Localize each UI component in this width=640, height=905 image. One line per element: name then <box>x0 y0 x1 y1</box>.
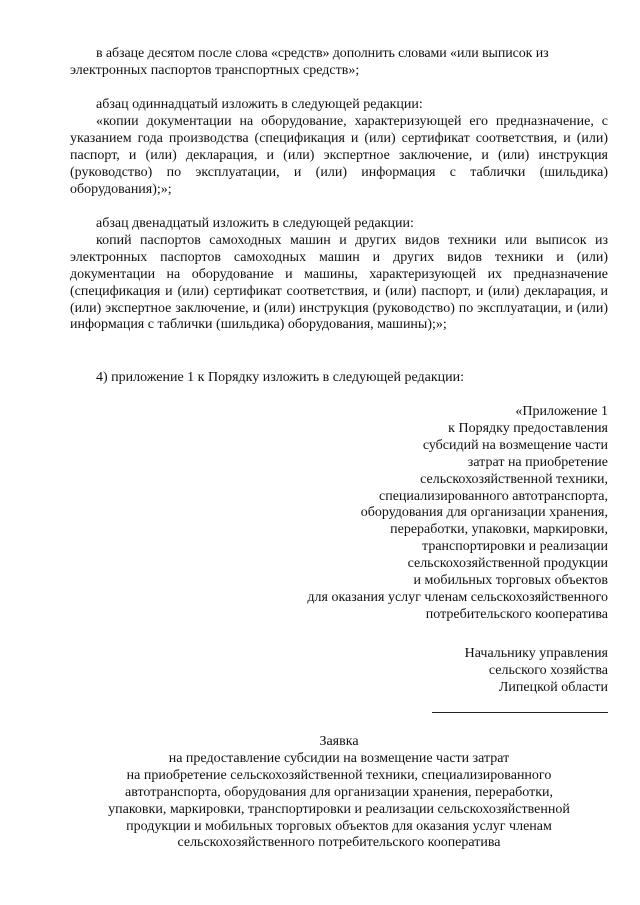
title-line: упаковки, маркировки, транспортировки и реализации сельскохозяйственной <box>108 801 570 817</box>
appendix-line: субсидий на возмещение части <box>422 437 608 453</box>
paragraph-appendix-1 <box>70 370 608 387</box>
appendix-line: специализированного автотранспорта, <box>378 488 608 504</box>
title-line: на приобретение сельскохозяйственной техники, специализированного <box>126 767 552 783</box>
signature-line <box>432 712 608 713</box>
addressee-line: Начальнику управления <box>464 646 608 661</box>
appendix-line: сельскохозяйственной продукции <box>407 556 608 572</box>
appendix-line: для оказания услуг членам сельскохозяйственного <box>307 589 608 605</box>
title-heading: Заявка <box>319 734 359 749</box>
para2-intro: абзац одиннадцатый изложить в следующей редакции: <box>96 97 423 112</box>
title-line: на предоставление субсидии на возмещение части затрат <box>168 750 510 766</box>
title-line: автотранспорта, оборудования для организации хранения, переработки, <box>124 784 554 800</box>
appendix-line: и мобильных торговых объектов <box>413 573 608 589</box>
paragraph-amend-10 <box>70 46 608 80</box>
appendix-line: потребительского кооператива <box>425 606 608 622</box>
appendix-line: переработки, упаковки, маркировки, <box>390 522 608 538</box>
appendix-header <box>307 404 608 624</box>
title-line: продукции и мобильных торговых объектов для оказания услуг членам <box>126 818 552 834</box>
paragraph-amend-12 <box>70 216 608 334</box>
title-line: сельскохозяйственного потребительского кооператива <box>177 835 501 851</box>
addressee-block <box>465 646 608 697</box>
addressee-line: сельского хозяйства <box>488 662 608 678</box>
paragraph-amend-11 <box>70 97 608 198</box>
appendix-line: транспортировки и реализации <box>422 539 608 555</box>
appendix-line: оборудования для организации хранения, <box>360 505 608 521</box>
appendix-line: сельскохозяйственной техники, <box>420 471 608 487</box>
para3-text: копий паспортов самоходных машин и других видов техники или выписок из электронных паспортов самоходных машин и других видов техники и (или) документации на оборудование и машины, характеризующей их предназначение (спецификация и (или) сертификат соответствия, и (или) паспорт, и (или) декларация, и (или) экспертное заключение, и (или) инструкция (руководство) по эксплуатации, и (или) информация с таблички (шильдика) оборудования, машины);»; <box>70 232 608 333</box>
addressee-line: Липецкой области <box>498 679 608 695</box>
para2-text: «копии документации на оборудование, характеризующей его предназначение, с указанием года производства (спецификация и (или) сертификат соответствия, и (или) паспорт, и (или) декларация, и (или) экспертное заключение, и (или) инструкция (руководство) по эксплуатации, и (или) информация с таблички (шильдика) оборудования);»; <box>70 113 608 197</box>
appendix-line: затрат на приобретение <box>467 454 608 470</box>
appendix-line: «Приложение 1 <box>515 404 608 419</box>
appendix-line: к Порядку предоставления <box>448 420 608 436</box>
para1-line2: электронных паспортов транспортных средств»; <box>70 62 360 78</box>
application-title <box>70 734 608 852</box>
para3-intro: абзац двенадцатый изложить в следующей редакции: <box>96 216 414 231</box>
para4-text: 4) приложение 1 к Порядку изложить в следующей редакции: <box>96 370 465 385</box>
para1-line1: в абзаце десятом после слова «средств» дополнить словами «или выписок из <box>96 46 549 61</box>
